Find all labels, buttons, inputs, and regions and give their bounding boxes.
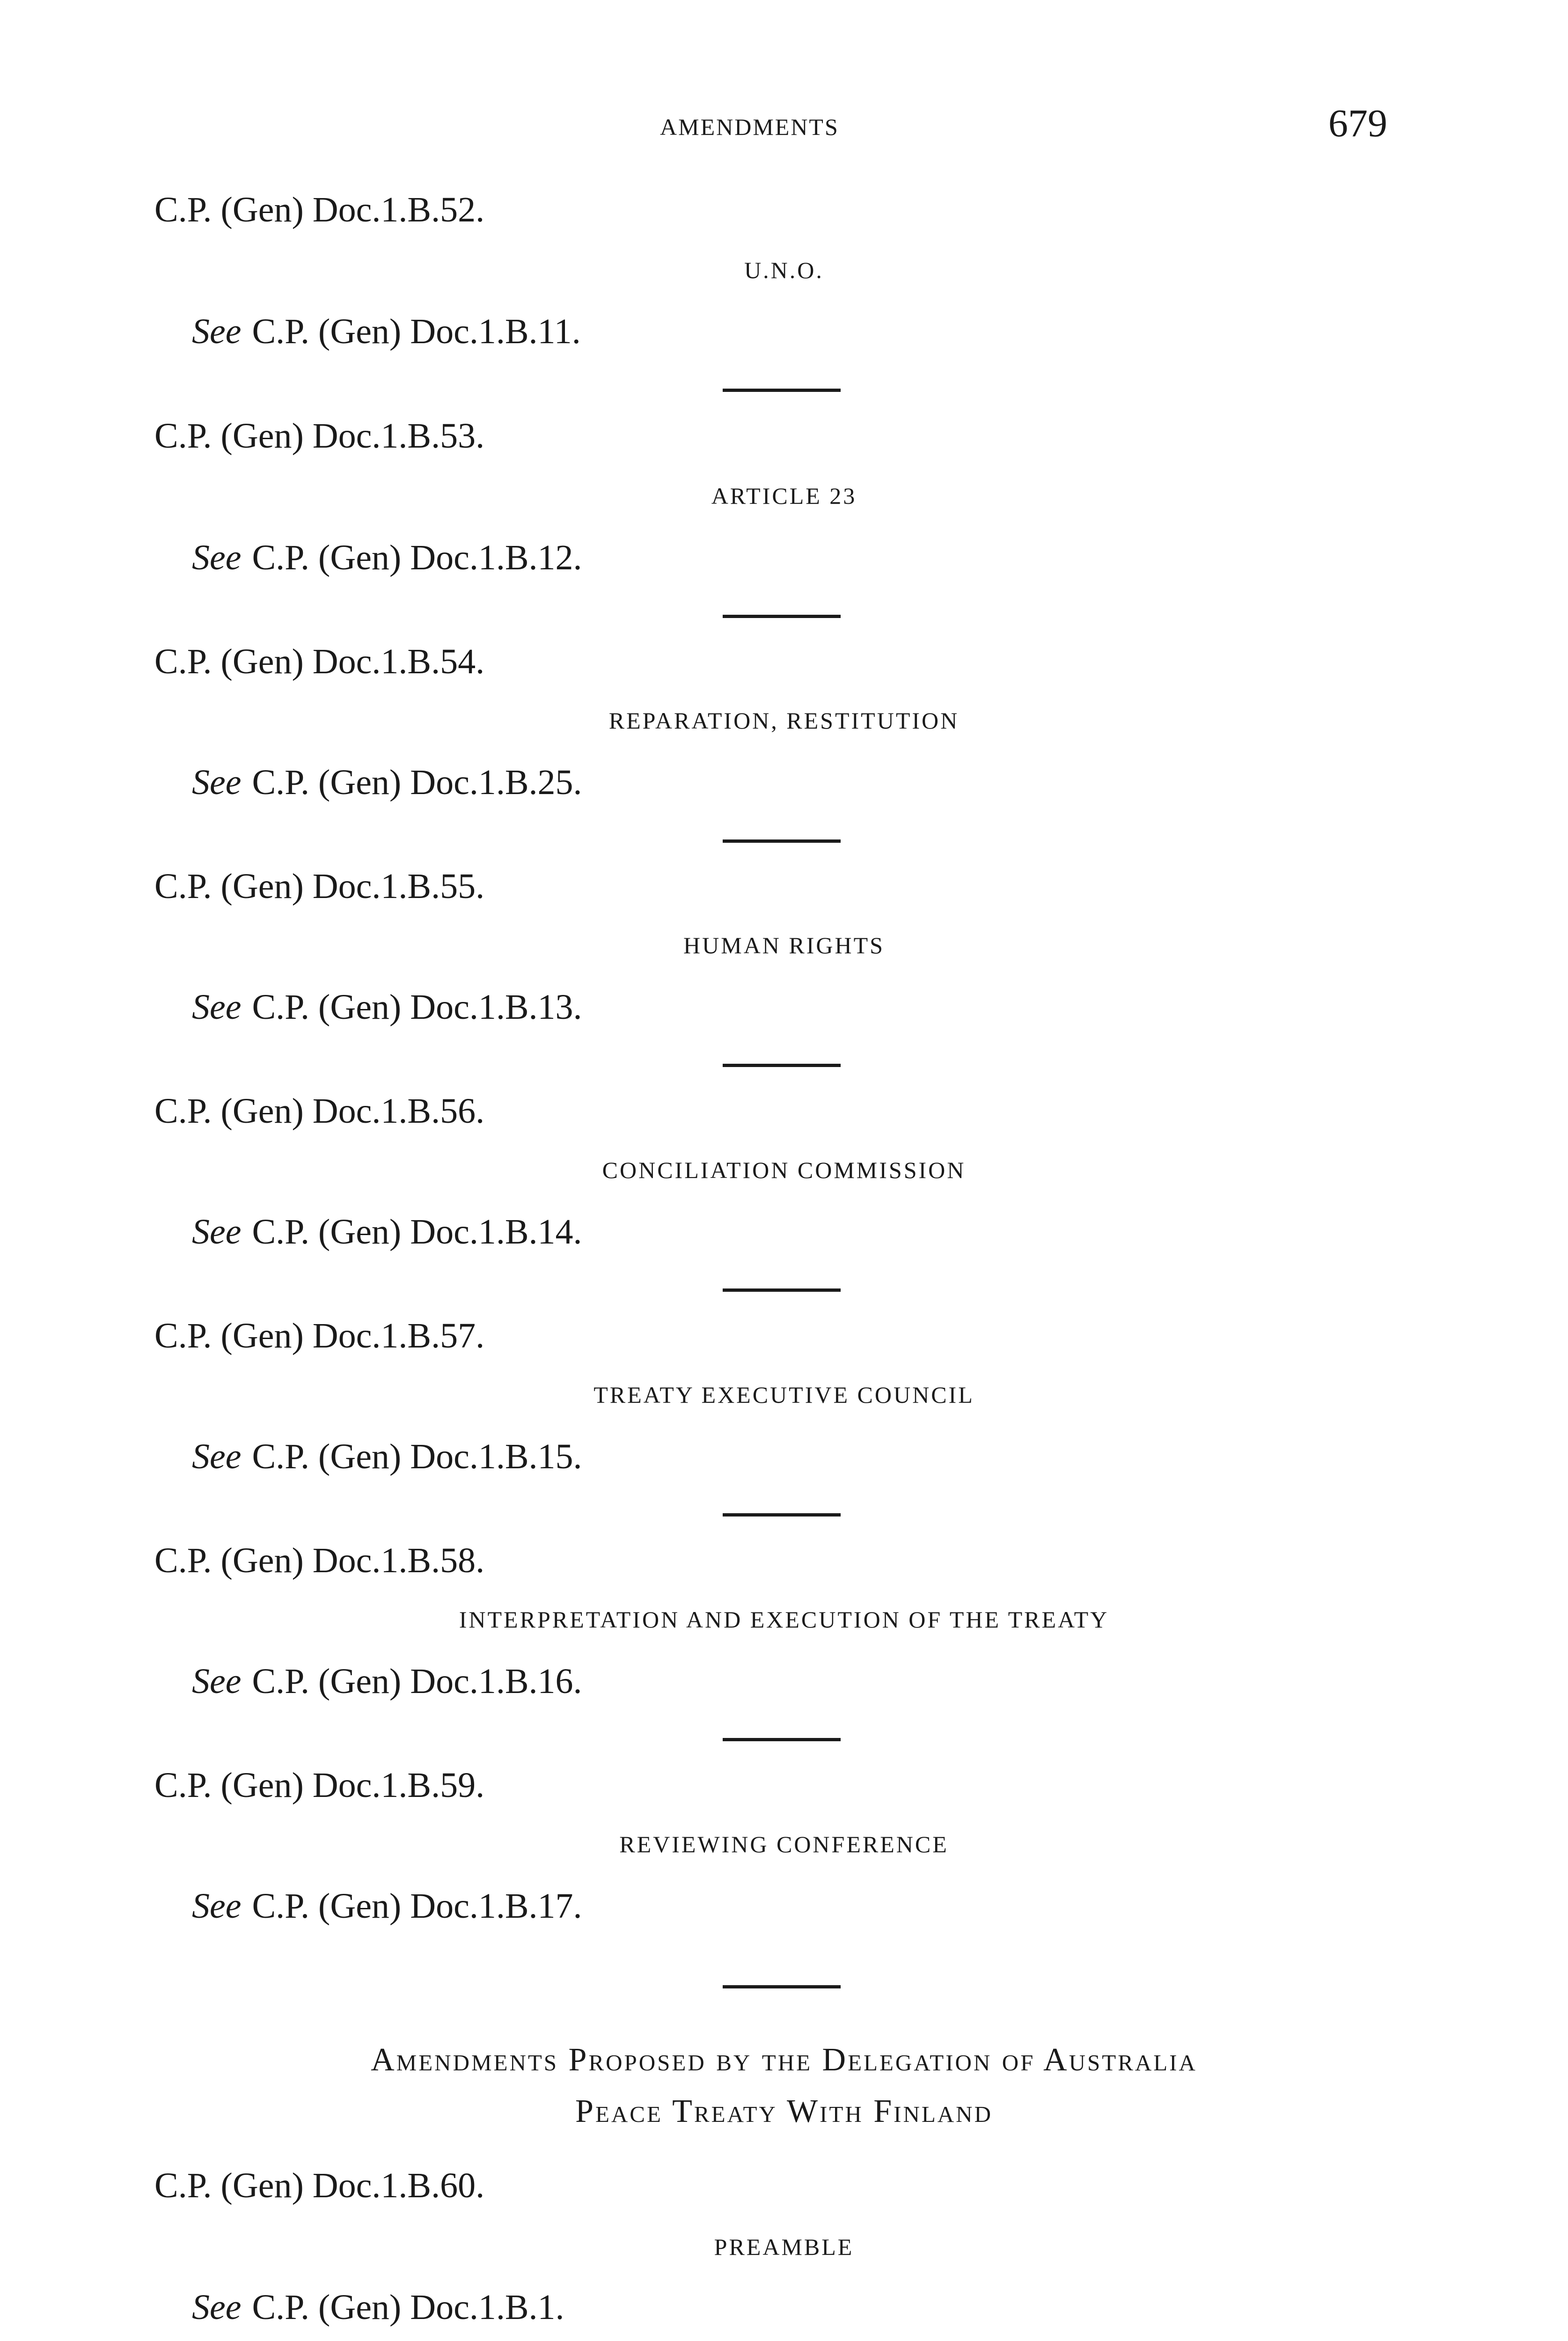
separator-rule — [723, 1513, 841, 1516]
see-target: C.P. (Gen) Doc.1.B.15. — [252, 1437, 582, 1476]
separator-rule — [723, 389, 841, 392]
entry-heading: REVIEWING CONFERENCE — [619, 1831, 949, 1857]
doc-reference: C.P. (Gen) Doc.1.B.59. — [154, 1766, 485, 1805]
doc-reference: C.P. (Gen) Doc.1.B.58. — [154, 1541, 485, 1580]
entry-heading: TREATY EXECUTIVE COUNCIL — [593, 1382, 975, 1408]
see-reference — [192, 1436, 582, 1477]
doc-reference: C.P. (Gen) Doc.1.B.57. — [154, 1316, 485, 1355]
doc-reference: C.P. (Gen) Doc.1.B.55. — [154, 867, 485, 906]
see-word: See — [192, 987, 242, 1027]
see-target: C.P. (Gen) Doc.1.B.12. — [252, 538, 582, 577]
see-target: C.P. (Gen) Doc.1.B.16. — [252, 1662, 582, 1701]
see-word: See — [192, 1437, 242, 1476]
entry-heading: HUMAN RIGHTS — [683, 932, 885, 958]
section-title-line2: Peace Treaty With Finland — [575, 2093, 993, 2129]
see-target: C.P. (Gen) Doc.1.B.14. — [252, 1212, 582, 1251]
see-word: See — [192, 538, 242, 577]
see-target: C.P. (Gen) Doc.1.B.1. — [252, 2288, 564, 2327]
see-reference — [192, 1212, 582, 1252]
see-reference — [192, 311, 581, 352]
entry-heading: REPARATION, RESTITUTION — [608, 707, 960, 734]
doc-reference: C.P. (Gen) Doc.1.B.56. — [154, 1091, 485, 1131]
see-reference — [192, 2287, 564, 2328]
entry-heading: U.N.O. — [744, 257, 824, 283]
doc-reference: C.P. (Gen) Doc.1.B.52. — [154, 190, 485, 229]
see-reference — [192, 762, 582, 803]
doc-reference: C.P. (Gen) Doc.1.B.60. — [154, 2166, 485, 2205]
doc-reference: C.P. (Gen) Doc.1.B.54. — [154, 642, 485, 681]
see-target: C.P. (Gen) Doc.1.B.11. — [252, 312, 581, 351]
doc-reference: C.P. (Gen) Doc.1.B.53. — [154, 416, 485, 456]
separator-rule — [723, 615, 841, 618]
entry-heading: ARTICLE 23 — [711, 483, 857, 509]
see-reference — [192, 1886, 582, 1927]
see-word: See — [192, 1212, 242, 1251]
section-title-line1: Amendments Proposed by the Delegation of Australia — [371, 2042, 1197, 2078]
see-word: See — [192, 312, 242, 351]
entry-heading: INTERPRETATION AND EXECUTION OF THE TREATY — [459, 1606, 1109, 1633]
separator-rule — [723, 1288, 841, 1292]
page-number: 679 — [1328, 102, 1387, 145]
running-head: AMENDMENTS — [660, 114, 839, 140]
entry-heading: CONCILIATION COMMISSION — [602, 1157, 966, 1183]
see-reference — [192, 537, 582, 578]
separator-rule — [723, 1064, 841, 1067]
see-target: C.P. (Gen) Doc.1.B.25. — [252, 763, 582, 802]
see-word: See — [192, 1886, 242, 1926]
entry-heading: PREAMBLE — [714, 2234, 854, 2260]
separator-rule — [723, 839, 841, 843]
see-word: See — [192, 2288, 242, 2327]
separator-rule — [723, 1985, 841, 1988]
see-target: C.P. (Gen) Doc.1.B.13. — [252, 987, 582, 1027]
see-word: See — [192, 1662, 242, 1701]
separator-rule — [723, 1738, 841, 1741]
see-reference — [192, 987, 582, 1028]
see-target: C.P. (Gen) Doc.1.B.17. — [252, 1886, 582, 1926]
see-reference — [192, 1661, 582, 1702]
see-word: See — [192, 763, 242, 802]
